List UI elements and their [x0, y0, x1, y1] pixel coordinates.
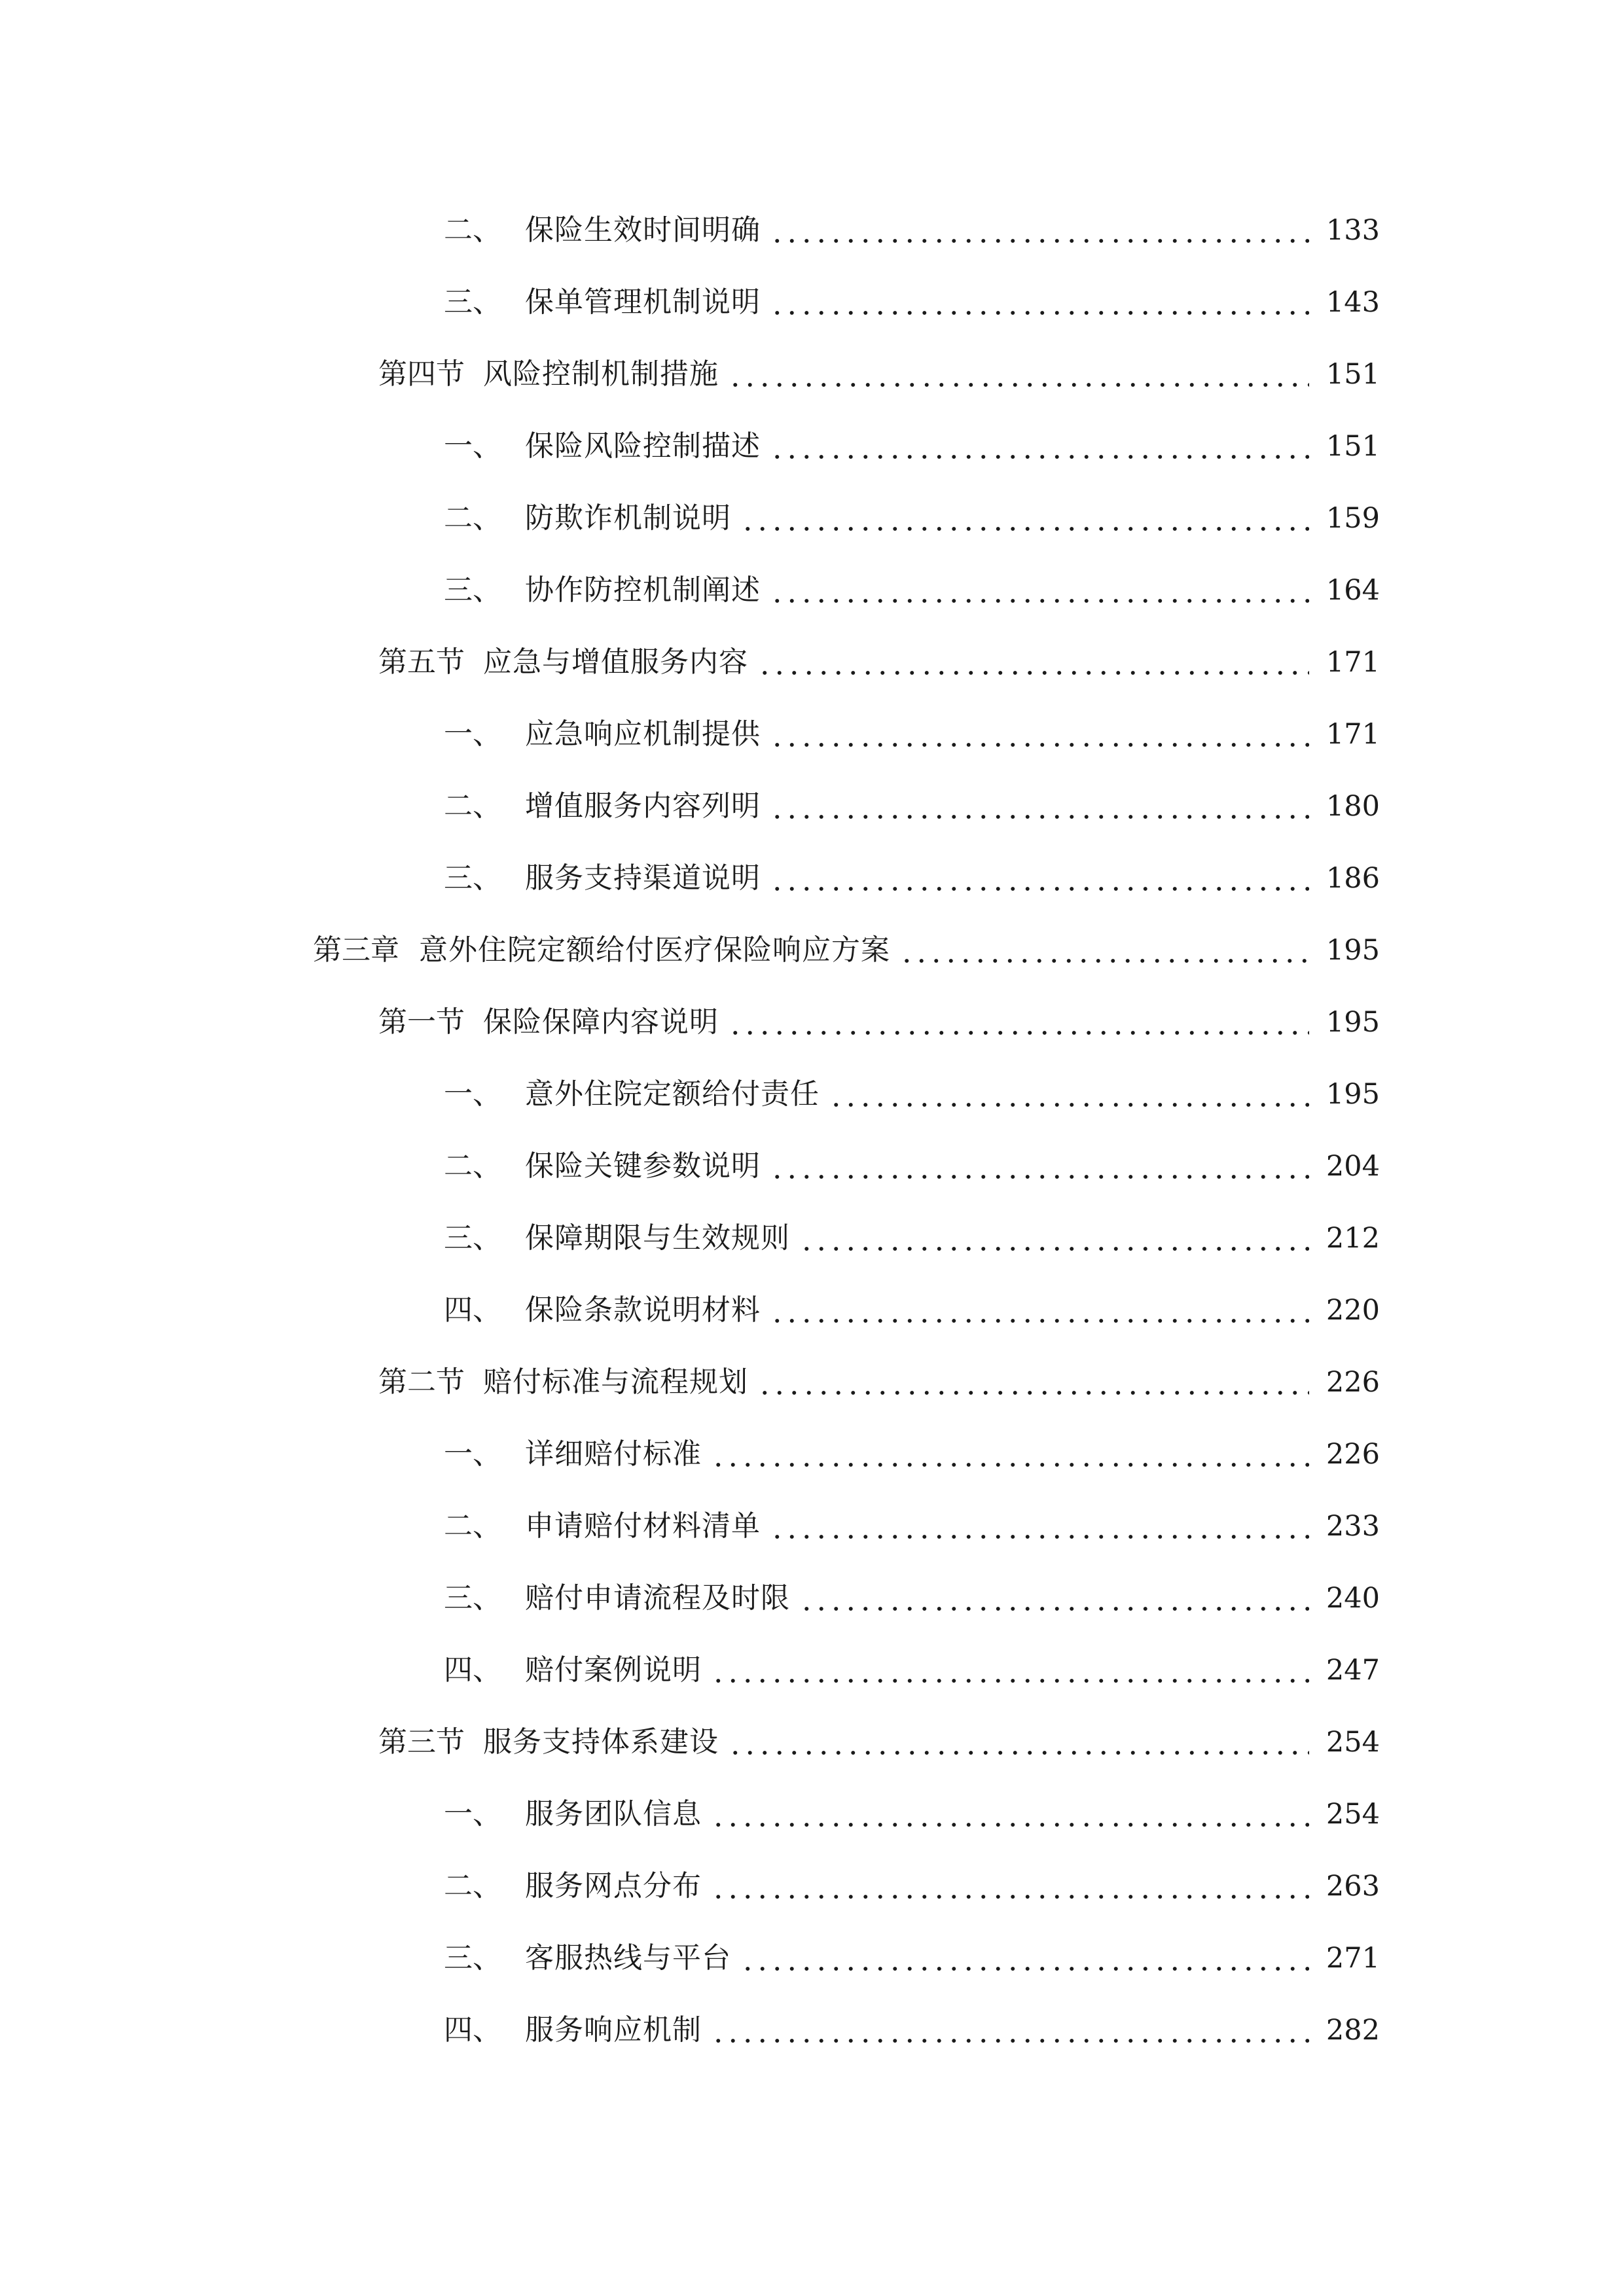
table-of-contents [0, 194, 1624, 2066]
toc-entry[interactable] [0, 1058, 1624, 1130]
toc-section-entry[interactable] [0, 986, 1624, 1058]
dot-leader [770, 576, 1309, 605]
toc-entry[interactable] [0, 1562, 1624, 1634]
toc-entry-number: 四、 [444, 1653, 501, 1687]
toc-entry-number: 一、 [444, 1797, 501, 1831]
toc-entry[interactable] [0, 1922, 1624, 1994]
dot-leader [770, 432, 1309, 461]
toc-section-title: 服务支持体系建设 [483, 1725, 719, 1759]
toc-section-number: 第二节 [378, 1365, 465, 1399]
toc-chapter-entry[interactable] [0, 914, 1624, 986]
toc-entry-number: 三、 [444, 1581, 501, 1615]
toc-entry-number: 三、 [444, 1941, 501, 1975]
toc-entry-title: 赔付案例说明 [525, 1653, 702, 1687]
toc-entry[interactable] [0, 554, 1624, 626]
toc-entry-title: 意外住院定额给付责任 [525, 1077, 820, 1111]
toc-entry-title: 保障期限与生效规则 [525, 1221, 790, 1255]
toc-entry-page: 186 [1326, 861, 1380, 895]
toc-section-entry[interactable] [0, 626, 1624, 698]
toc-entry-number: 一、 [444, 717, 501, 751]
toc-entry-page: 240 [1326, 1581, 1380, 1615]
toc-entry-page: 247 [1326, 1653, 1380, 1687]
toc-entry-page: 233 [1326, 1509, 1380, 1543]
toc-section-number: 第三节 [378, 1725, 465, 1759]
toc-entry-page: 195 [1326, 1077, 1380, 1111]
toc-entry[interactable] [0, 1202, 1624, 1274]
toc-entry-title: 防欺诈机制说明 [525, 501, 731, 535]
toc-entry[interactable] [0, 482, 1624, 554]
toc-entry-page: 204 [1326, 1149, 1380, 1183]
dot-leader [770, 216, 1309, 245]
toc-entry-page: 271 [1326, 1941, 1380, 1975]
dot-leader [770, 1512, 1309, 1541]
dot-leader [757, 648, 1309, 677]
toc-entry-page: 133 [1326, 213, 1380, 247]
toc-entry-number: 二、 [444, 501, 501, 535]
dot-leader [728, 1008, 1309, 1037]
toc-chapter-number: 第三章 [313, 933, 399, 967]
toc-entry-title: 客服热线与平台 [525, 1941, 731, 1975]
toc-entry[interactable] [0, 1994, 1624, 2066]
toc-entry-title: 赔付申请流程及时限 [525, 1581, 790, 1615]
toc-section-number: 第一节 [378, 1005, 465, 1039]
toc-entry-number: 二、 [444, 1149, 501, 1183]
toc-entry-title: 详细赔付标准 [525, 1437, 702, 1471]
toc-entry[interactable] [0, 1634, 1624, 1706]
toc-entry-title: 应急响应机制提供 [525, 717, 761, 751]
dot-leader [711, 1800, 1309, 1829]
toc-entry[interactable] [0, 194, 1624, 266]
toc-entry-title: 协作防控机制阐述 [525, 573, 761, 607]
toc-entry-title: 保险生效时间明确 [525, 213, 761, 247]
dot-leader [770, 1296, 1309, 1325]
dot-leader [740, 1944, 1309, 1973]
toc-section-number: 第五节 [378, 645, 465, 679]
toc-entry-page: 151 [1326, 357, 1380, 391]
toc-entry[interactable] [0, 1850, 1624, 1922]
dot-leader [770, 720, 1309, 749]
toc-entry-page: 212 [1326, 1221, 1380, 1255]
toc-entry-page: 254 [1326, 1725, 1380, 1759]
toc-entry[interactable] [0, 410, 1624, 482]
toc-section-entry[interactable] [0, 1706, 1624, 1778]
dot-leader [770, 792, 1309, 821]
toc-entry-title: 申请赔付材料清单 [525, 1509, 761, 1543]
toc-entry[interactable] [0, 1418, 1624, 1490]
toc-entry[interactable] [0, 1490, 1624, 1562]
toc-entry-number: 四、 [444, 2013, 501, 2047]
toc-entry-page: 180 [1326, 789, 1380, 823]
toc-section-title: 应急与增值服务内容 [483, 645, 748, 679]
toc-entry-title: 服务网点分布 [525, 1869, 702, 1903]
toc-entry-page: 151 [1326, 429, 1380, 463]
toc-entry-title: 保单管理机制说明 [525, 285, 761, 319]
dot-leader [757, 1368, 1309, 1397]
toc-entry-page: 195 [1326, 1005, 1380, 1039]
toc-entry-title: 服务支持渠道说明 [525, 861, 761, 895]
toc-entry-page: 143 [1326, 285, 1380, 319]
toc-entry-number: 一、 [444, 1077, 501, 1111]
toc-entry-number: 一、 [444, 1437, 501, 1471]
dot-leader [728, 360, 1309, 389]
toc-entry-number: 三、 [444, 285, 501, 319]
toc-entry[interactable] [0, 698, 1624, 770]
dot-leader [799, 1584, 1309, 1613]
toc-entry-title: 增值服务内容列明 [525, 789, 761, 823]
toc-section-number: 第四节 [378, 357, 465, 391]
toc-entry-page: 226 [1326, 1437, 1380, 1471]
toc-entry-page: 159 [1326, 501, 1380, 535]
toc-entry[interactable] [0, 770, 1624, 842]
toc-entry-title: 服务响应机制 [525, 2013, 702, 2047]
dot-leader [711, 1440, 1309, 1469]
dot-leader [899, 936, 1309, 965]
toc-entry-page: 164 [1326, 573, 1380, 607]
dot-leader [711, 1872, 1309, 1901]
toc-entry-title: 服务团队信息 [525, 1797, 702, 1831]
dot-leader [770, 1152, 1309, 1181]
toc-entry-page: 171 [1326, 645, 1380, 679]
toc-section-entry[interactable] [0, 338, 1624, 410]
toc-entry-page: 220 [1326, 1293, 1380, 1327]
dot-leader [770, 864, 1309, 893]
toc-entry-page: 226 [1326, 1365, 1380, 1399]
toc-entry[interactable] [0, 266, 1624, 338]
toc-section-title: 风险控制机制措施 [483, 357, 719, 391]
toc-entry-page: 195 [1326, 933, 1380, 967]
toc-section-title: 保险保障内容说明 [483, 1005, 719, 1039]
toc-entry-page: 282 [1326, 2013, 1380, 2047]
toc-entry[interactable] [0, 1778, 1624, 1850]
dot-leader [728, 1728, 1309, 1757]
toc-chapter-title: 意外住院定额给付医疗保险响应方案 [419, 933, 890, 967]
toc-entry-page: 263 [1326, 1869, 1380, 1903]
toc-entry-title: 保险关键参数说明 [525, 1149, 761, 1183]
toc-entry[interactable] [0, 1274, 1624, 1346]
toc-entry-page: 171 [1326, 717, 1380, 751]
toc-entry[interactable] [0, 1130, 1624, 1202]
dot-leader [770, 288, 1309, 317]
toc-entry-title: 保险风险控制描述 [525, 429, 761, 463]
toc-entry-number: 二、 [444, 1869, 501, 1903]
toc-entry[interactable] [0, 842, 1624, 914]
dot-leader [711, 2016, 1309, 2045]
toc-entry-number: 二、 [444, 213, 501, 247]
toc-entry-number: 三、 [444, 573, 501, 607]
dot-leader [740, 504, 1309, 533]
toc-entry-number: 四、 [444, 1293, 501, 1327]
toc-entry-number: 二、 [444, 789, 501, 823]
toc-entry-number: 一、 [444, 429, 501, 463]
dot-leader [711, 1656, 1309, 1685]
toc-section-title: 赔付标准与流程规划 [483, 1365, 748, 1399]
toc-entry-title: 保险条款说明材料 [525, 1293, 761, 1327]
dot-leader [799, 1224, 1309, 1253]
toc-section-entry[interactable] [0, 1346, 1624, 1418]
dot-leader [829, 1080, 1309, 1109]
toc-entry-number: 二、 [444, 1509, 501, 1543]
toc-entry-page: 254 [1326, 1797, 1380, 1831]
toc-entry-number: 三、 [444, 1221, 501, 1255]
toc-entry-number: 三、 [444, 861, 501, 895]
